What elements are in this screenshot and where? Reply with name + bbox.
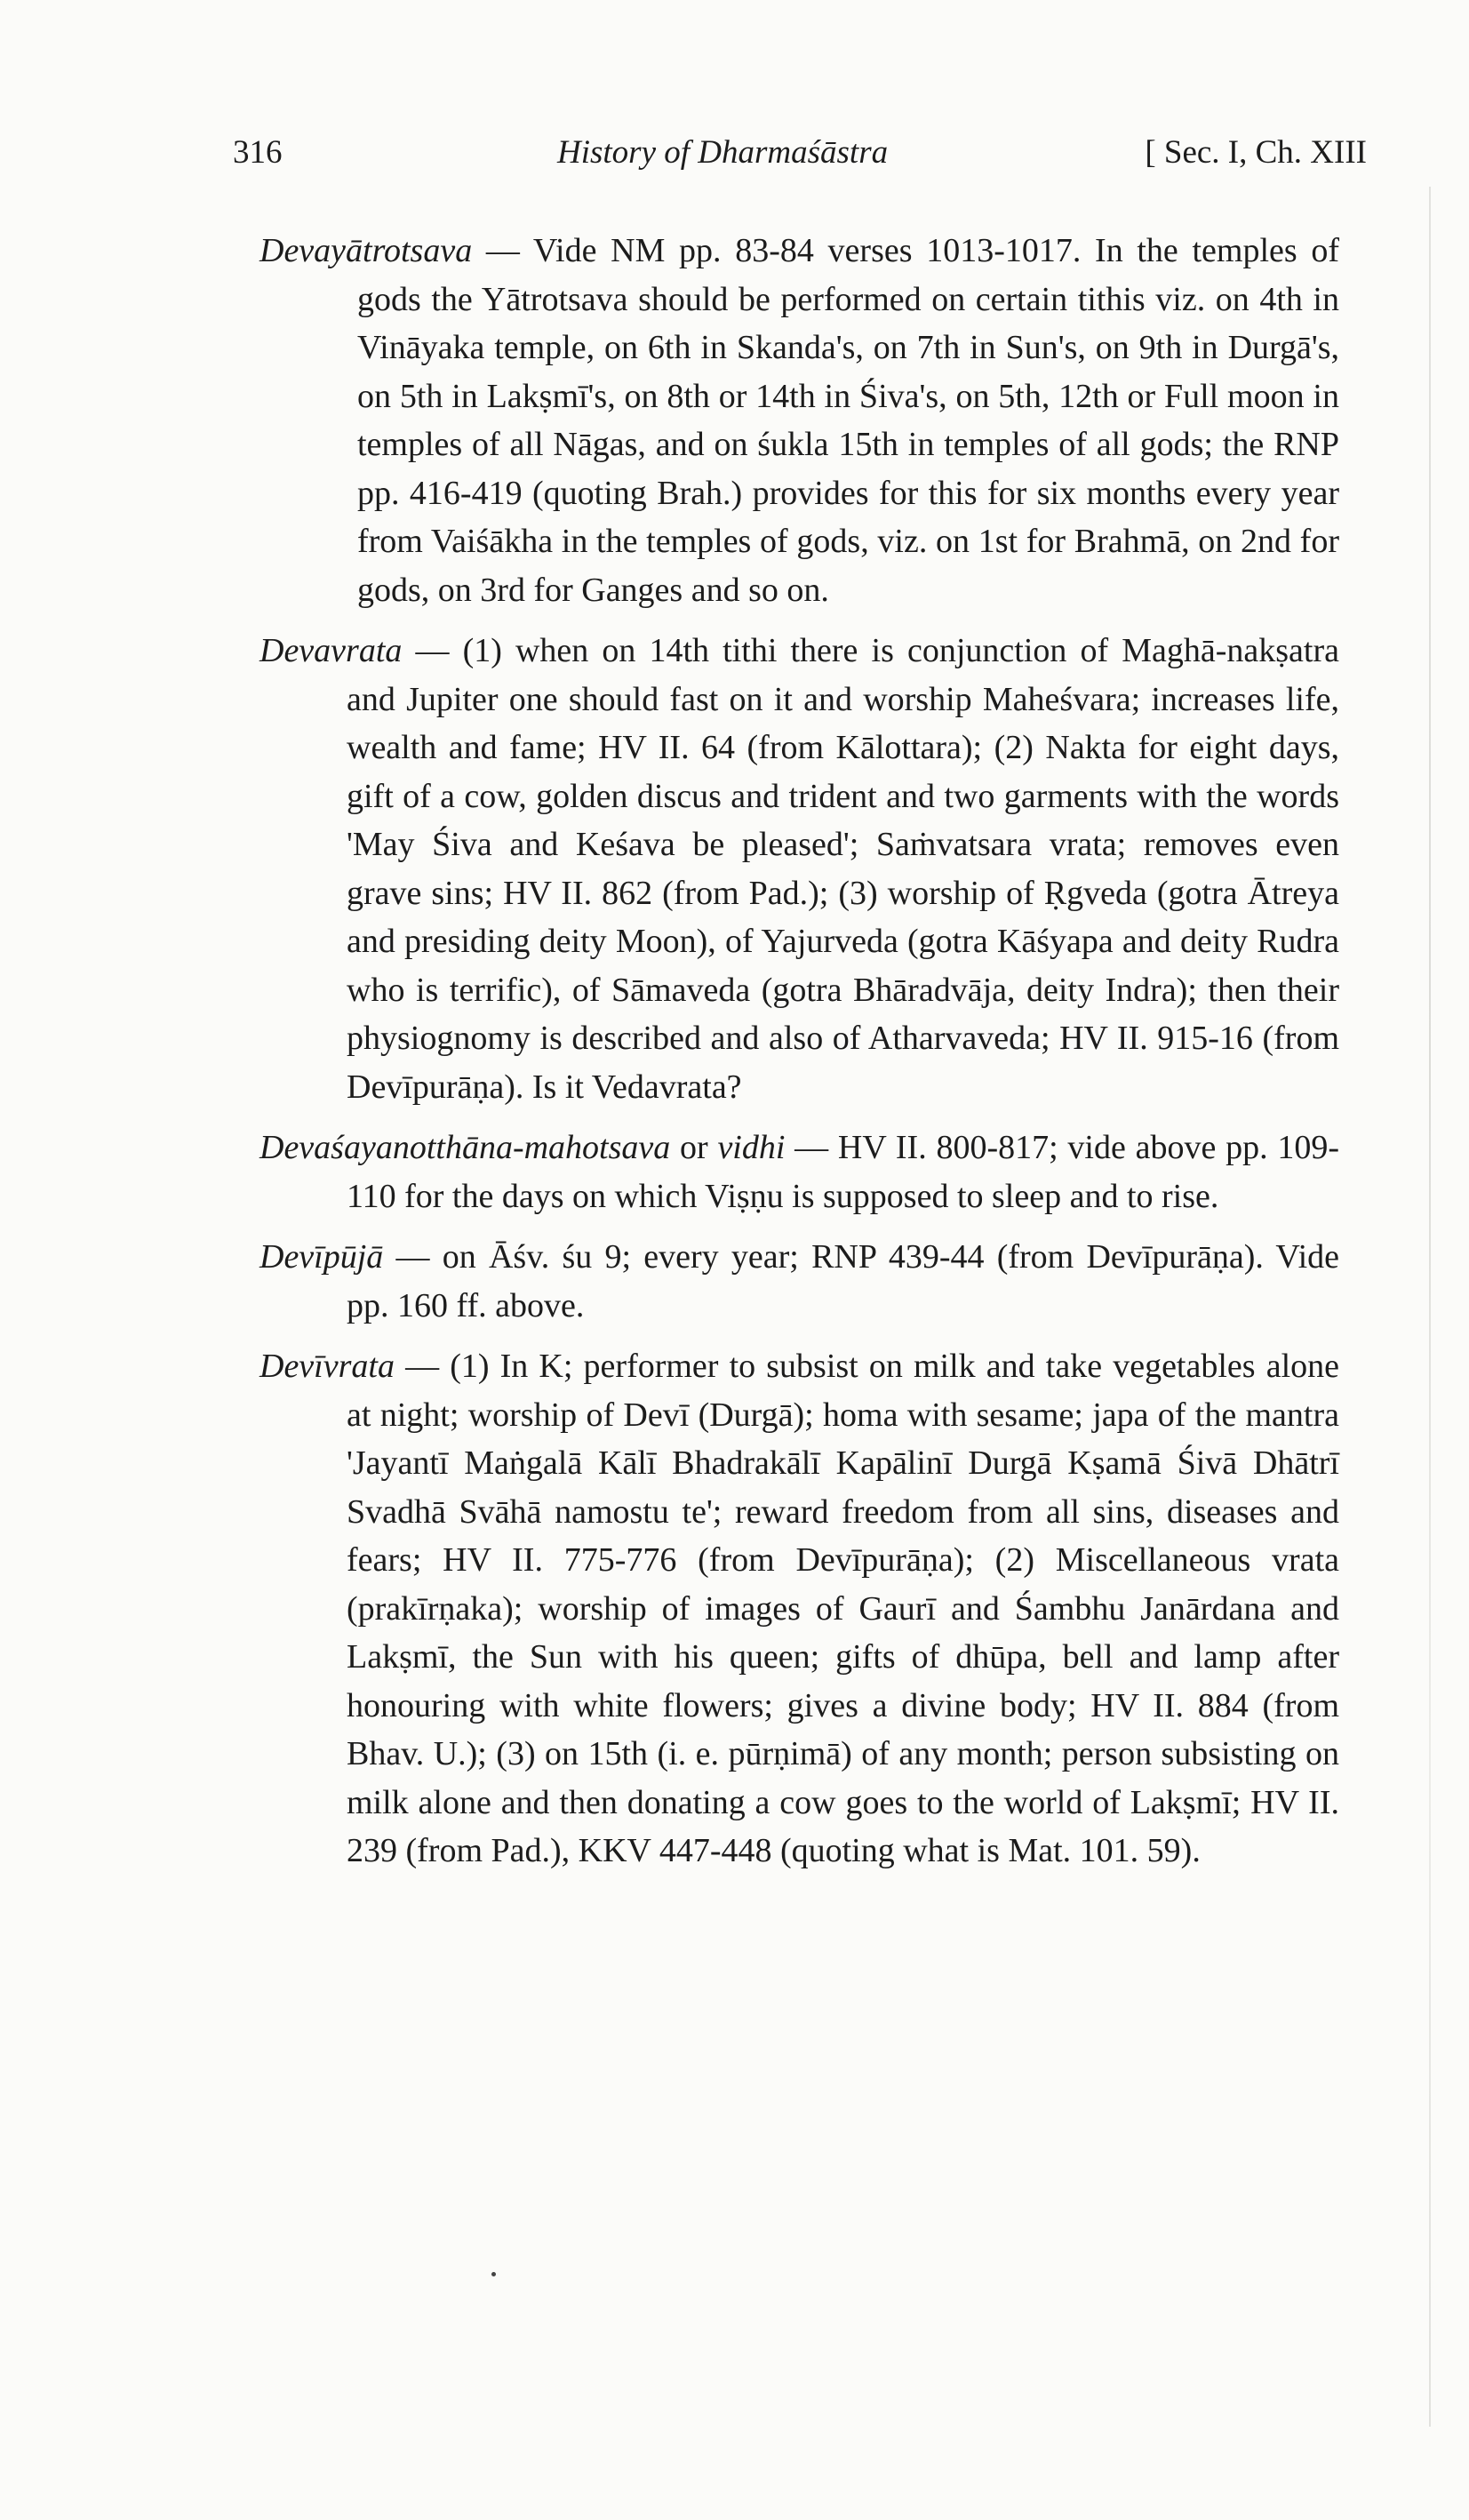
book-title: History of Dharmaśāstra — [557, 134, 889, 171]
entry-devasayanotthana — [259, 1124, 1339, 1220]
page-edge-line — [1429, 187, 1431, 2427]
entry-devavrata — [259, 627, 1339, 1111]
entry-text: — on Āśv. śu 9; every year; RNP 439-44 (from Devīpurāṇa). Vide pp. 160 ff. above. — [347, 1238, 1339, 1324]
entry-connector: or — [670, 1129, 718, 1166]
entry-devayatrotsava — [259, 227, 1339, 614]
entry-headword: Devaśayanotthāna-mahotsava — [259, 1129, 671, 1166]
entry-list — [259, 227, 1339, 1888]
entry-text: — (1) In K; performer to subsist on milk and take vegetables alone at night; worship of Devī (Durgā); homa with sesame; japa of the mantra 'Jayantī Maṅgalā Kālī Bhadrakālī Kapālinī Durgā Kṣamā Śivā Dhātrī Svadhā Svāhā namostu te'; reward freedom from all sins, diseases and fears; HV II. 775-776 (from Devīpurāṇa); (2) Miscellaneous vrata (prakīrṇaka); worship of images of Gaurī and Śambhu Janārdana and Lakṣmī, the Sun with his queen; gifts of dhūpa, bell and lamp after honouring with white flowers; gives a divine body; HV II. 884 (from Bhav. U.); (3) on 15th (i. e. pūrṇimā) of any month; person subsisting on milk alone and then donating a cow goes to the world of Lakṣmī; HV II. 239 (from Pad.), KKV 447-448 (quoting what is Mat. 101. 59). — [347, 1348, 1339, 1869]
entry-text: — (1) when on 14th tithi there is conjunction of Maghā-nakṣatra and Jupiter one should fast on it and worship Maheśvara; increases life, wealth and fame; HV II. 64 (from Kālottara); (2) Nakta for eight days, gift of a cow, golden discus and trident and two garments with the words 'May Śiva and Keśava be pleased'; Saṁvatsara vrata; removes even grave sins; HV II. 862 (from Pad.); (3) worship of Ṛgveda (gotra Ātreya and presiding deity Moon), of Yajurveda (gotra Kāśyapa and deity Rudra who is terrific), of Sāmaveda (gotra Bhāradvāja, deity Indra); then their physiognomy is described and also of Atharvaveda; HV II. 915-16 (from Devīpurāṇa). Is it Vedavrata? — [347, 632, 1339, 1106]
entry-text: — Vide NM pp. 83-84 verses 1013-1017. In the temples of gods the Yātrotsava should be performed on certain tithis viz. on 4th in Vināyaka temple, on 6th in Skanda's, on 7th in Sun's, on 9th in Durgā's, on 5th in Lakṣmī's, on 8th or 14th in Śiva's, on 5th, 12th or Full moon in temples of all Nāgas, and on śukla 15th in temples of all gods; the RNP pp. 416-419 (quoting Brah.) provides for this for six months every year from Vaiśākha in the temples of gods, viz. on 1st for Brahmā, on 2nd for gods, on 3rd for Ganges and so on. — [357, 232, 1339, 609]
entry-headword: Devīpūjā — [259, 1238, 384, 1276]
entry-devipuja — [259, 1233, 1339, 1330]
section-reference: [ Sec. I, Ch. XIII — [1145, 134, 1367, 171]
entry-text: — HV II. 800-817; vide above pp. 109-110 for the days on which Viṣṇu is supposed to sleep and to rise. — [347, 1129, 1340, 1215]
page-number: 316 — [233, 134, 283, 171]
entry-headword: Devīvrata — [259, 1348, 395, 1385]
print-speck — [491, 2272, 496, 2276]
entry-headword-alt: vidhi — [717, 1129, 786, 1166]
entry-headword: Devavrata — [259, 632, 403, 669]
entry-headword: Devayātrotsava — [259, 232, 473, 269]
entry-devivrata — [259, 1342, 1339, 1876]
running-header — [233, 133, 1367, 187]
